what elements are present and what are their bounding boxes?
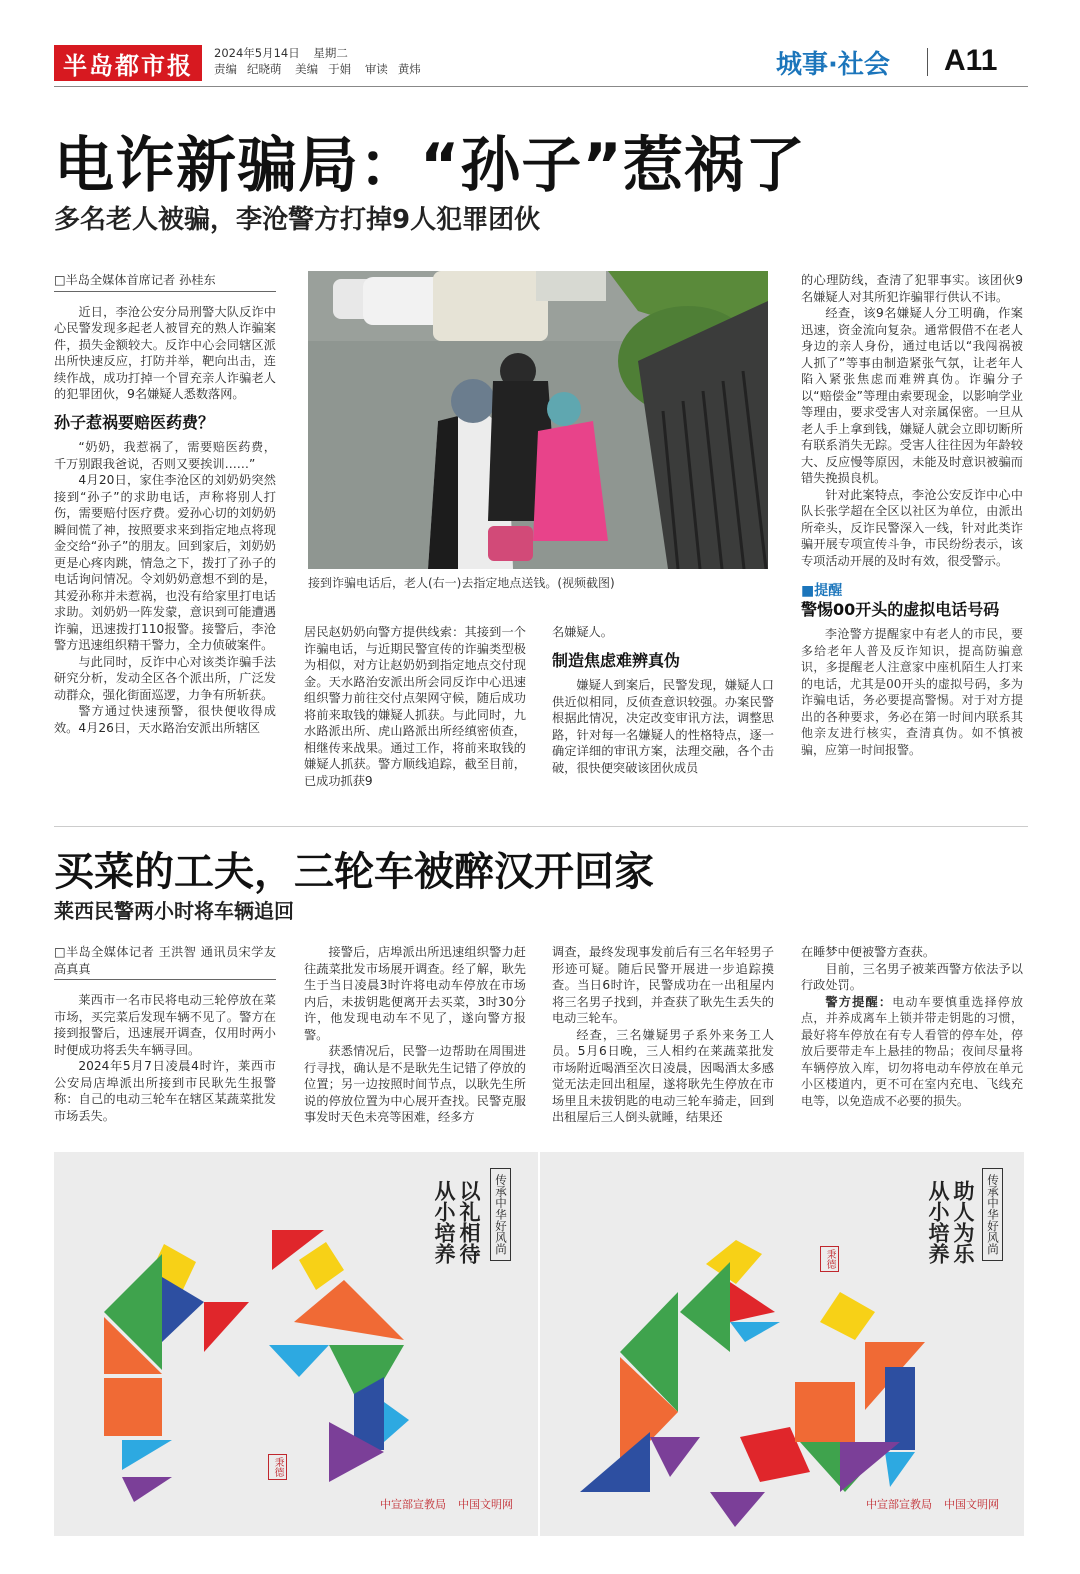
story1-section2-title: 制造焦虑难辨真伪 (552, 650, 681, 670)
staff-name: 纪晓萌 (247, 62, 282, 76)
paragraph: 调查，最终发现事发前后有三名年轻男子形迹可疑。随后民警开展进一步追踪摸查。当日6时许，民警成功在一出租屋内将三名男子找到，并查获了耿先生丢失的电动三轮车。 (552, 945, 774, 1025)
tip-text: 李沧警方提醒家中有老人的市民，要多给老年人普及反诈知识，提高防骗意识，多提醒老人注意家中座机陌生人打来的电话，尤其是00开头的虚拟号码，多为诈骗电话，务必要提高警惕。对于对方提出的各种要求，务必在第一时间内联系其他亲友进行核实，查清真伪。如不慎被骗，应第一时间报警。 (801, 627, 1023, 757)
psa-credit: 中国文明网 (458, 1498, 513, 1511)
paragraph: 经查，该9名嫌疑人分工明确，作案迅速，资金流向复杂。通常假借不在老人身边的亲人身份，通过电话以“我闯祸被人抓了”等事由制造紧张气氛，让老年人陷入紧张焦虑而难辨真伪。诈骗分子以“赔偿金”等理由索要现金，以影响学业等理由，要求受害人对亲属保密。一旦从老人手上拿到钱，嫌疑人就会立即切断所有联系消失无踪。受害人往往因为年龄较大、反应慢等原因，未能及时意识被骗而错失挽损良机。 (801, 306, 1023, 485)
paragraph: 接警后，店埠派出所迅速组织警力赶往蔬菜批发市场展开调查。经了解，耿先生于当日凌晨3时许将电动车停放在市场内后，未拔钥匙便离开去买菜，3时30分许，他发现电动车不见了，遂向警方报警。 (304, 945, 526, 1042)
psa-signature: 秉德 (268, 1454, 287, 1480)
story1-section1-title: 孙子惹祸要赔医药费？ (54, 412, 215, 432)
section-name: 城事·社会 (776, 50, 890, 80)
tip-box (801, 583, 1023, 758)
story1-subheadline: 多名老人被骗，李沧警方打掉9人犯罪团伙 (54, 205, 541, 235)
story2-subheadline: 莱西民警两小时将车辆追回 (54, 899, 294, 923)
story2-column-1 (54, 944, 276, 1124)
story1-headline: 电诈新骗局：“孙子”惹祸了 (54, 131, 806, 201)
psa-credits (380, 1496, 525, 1512)
paragraph: 经查，三名嫌疑男子系外来务工人员。5月6日晚，三人相约在莱蔬菜批发市场附近喝酒至次日凌晨，因喝酒太多感觉无法走回出租屋，遂将耿先生停放在市场里且未拔钥匙的电动三轮车骑走，回到出租屋后三人倒头就睡，结果还 (552, 1027, 774, 1124)
surveillance-photo (308, 271, 768, 569)
story1-byline: □半岛全媒体首席记者 孙桂东 (54, 272, 276, 292)
psa-seal: 传承中华好风尚 (982, 1168, 1003, 1261)
staff-name: 于娟 (328, 62, 352, 76)
story1-photo (308, 271, 768, 569)
psa-credit: 中宣部宣教局 (380, 1498, 446, 1511)
story2-headline: 买菜的工夫，三轮车被醉汉开回家 (54, 849, 654, 895)
paragraph: 与此同时，反诈中心对该类诈骗手法研究分析，发动全区各个派出所，广泛发动群众，强化街面巡逻，力争有所斩获。 (54, 654, 276, 702)
paragraph: 居民赵奶奶向警方提供线索：其接到一个诈骗电话，与近期民警宣传的诈骗类型极为相似，对方让赵奶奶到指定地点交付现金。天水路治安派出所会同反诈中心迅速组织警力前往交付点架网守候，随后成功将前来取钱的嫌疑人抓获。与此同时，九水路派出所、虎山路派出所经缜密侦查，相继传来战果。通过工作，将前来取钱的嫌疑人抓获。警方顺线追踪，截至目前，已成功抓获9 (304, 625, 526, 788)
paragraph: 在睡梦中便被警方查获。 (801, 945, 936, 959)
psa-slogan: 助人为乐 从小培养 (926, 1180, 976, 1264)
story1-column-4 (801, 272, 1023, 758)
paragraph: 名嫌疑人。 (552, 625, 613, 639)
psa-credits (866, 1496, 1011, 1512)
story2-byline: □半岛全媒体记者 王洪智 通讯员宋学友 高真真 (54, 944, 276, 980)
psa-slogan: 以礼相待 从小培养 (432, 1180, 482, 1264)
section-divider (927, 48, 928, 76)
psa-signature: 秉德 (820, 1246, 839, 1272)
staff-name: 黄炜 (397, 62, 421, 76)
header-rule (54, 86, 1028, 87)
tip-text: 电动车要慎重选择停放点，并养成离车上锁并带走钥匙的习惯，最好将车停放在有专人看管的停车处，停放后要带走车上悬挂的物品；夜间尽量将车辆停放入库，切勿将电动车停放在单元小区楼道内，更不可在室内充电、飞线充电等，以免造成不必要的损失。 (801, 994, 1023, 1108)
staff-role: 审读 (364, 62, 388, 76)
story1-column-1 (54, 272, 276, 736)
story1-photo-caption: 接到诈骗电话后，老人(右一)去指定地点送钱。(视频截图) (308, 576, 615, 590)
tip-title: 警惕00开头的虚拟电话号码 (801, 599, 1000, 619)
staff-role: 美编 (295, 62, 319, 76)
newspaper-logo: 半岛都市报 (54, 45, 202, 81)
tip-label: ■提醒 (801, 583, 843, 599)
story2-column-2 (304, 944, 526, 1126)
story1-column-2 (304, 624, 526, 789)
story2-column-4 (801, 944, 1023, 1109)
issue-weekday: 星期二 (313, 46, 348, 60)
psa-left (54, 1152, 538, 1536)
paragraph: 的心理防线，查清了犯罪事实。该团伙9名嫌疑人对其所犯诈骗罪行供认不讳。 (801, 273, 1023, 304)
psa-seal: 传承中华好风尚 (490, 1168, 511, 1261)
psa-right (540, 1152, 1024, 1536)
story-divider (54, 826, 1028, 827)
story2-tip (801, 994, 1023, 1110)
paragraph: 近日，李沧公安分局刑警大队反诈中心民警发现多起老人被冒充的熟人诈骗案件，损失金额较大。反诈中心会同辖区派出所快速反应，打防并举，靶向出击，连续作战，成功打掉一个冒充亲人诈骗老人的犯罪团伙，9名嫌疑人悉数落网。 (54, 304, 276, 401)
page-number: A11 (944, 44, 998, 77)
paragraph: “奶奶，我惹祸了，需要赔医药费，千万别跟我爸说，否则又要挨训……” (54, 440, 276, 471)
psa-credit: 中宣部宣教局 (866, 1498, 932, 1511)
paragraph: 嫌疑人到案后，民警发现，嫌疑人口供近似相同，反侦查意识较强。办案民警根据此情况，决定改变审讯方法，调整思路，针对每一名嫌疑人的性格特点，逐一确定详细的审讯方案，法理交融，各个击破，很快便突破该团伙成员 (552, 678, 774, 775)
story2-column-3 (552, 944, 774, 1126)
staff-role: 责编 (214, 62, 237, 76)
masthead-meta (214, 45, 431, 77)
paragraph: 4月20日，家住李沧区的刘奶奶突然接到“孙子”的求助电话，声称将别人打伤，需要赔付医疗费。爱孙心切的刘奶奶瞬间慌了神，按照要求来到指定地点将现金交给“孙子”的朋友。回到家后，刘奶奶更是心疼肉跳，情急之下，拨打了孙子的电话询问情况。令刘奶奶意想不到的是，其爱孙称并未惹祸，也没有给家里打电话求助。刘奶奶一阵发蒙，意识到可能遭遇诈骗，迅速拨打110报警。接警后，李沧警方迅速组织精干警力，全力侦破案件。 (54, 473, 276, 652)
tip-label: 警方提醒： (825, 994, 893, 1009)
paragraph: 警方通过快速预警，很快便收得成效。4月26日，天水路治安派出所辖区 (54, 704, 276, 735)
paragraph: 针对此案特点，李沧公安反诈中心中队长张学超在全区以社区为单位，由派出所牵头，反诈民警深入一线，针对此类诈骗开展专项宣传斗争，市民纷纷表示，该专项活动开展的及时有效，很受警示。 (801, 487, 1023, 568)
psa-credit: 中国文明网 (944, 1498, 999, 1511)
story1-column-3 (552, 624, 774, 776)
issue-date: 2024年5月14日 (214, 46, 300, 60)
paragraph: 目前，三名男子被莱西警方依法予以行政处罚。 (801, 961, 1023, 992)
paragraph: 2024年5月7日凌晨4时许，莱西市公安局店埠派出所接到市民耿先生报警称：自己的电动三轮车在辖区某蔬菜批发市场丢失。 (54, 1059, 276, 1123)
paragraph: 获悉情况后，民警一边帮助在周围进行寻找，确认是不是耿先生记错了停放的位置；另一边按照时间节点，以耿先生所说的停放位置为中心展开查找。民警克服事发时天色未亮等困难，经多方 (304, 1044, 526, 1124)
paragraph: 莱西市一名市民将电动三轮停放在菜市场，买完菜后发现车辆不见了。警方在接到报警后，迅速展开调查，仅用时两小时便成功将丢失车辆寻回。 (54, 993, 276, 1057)
